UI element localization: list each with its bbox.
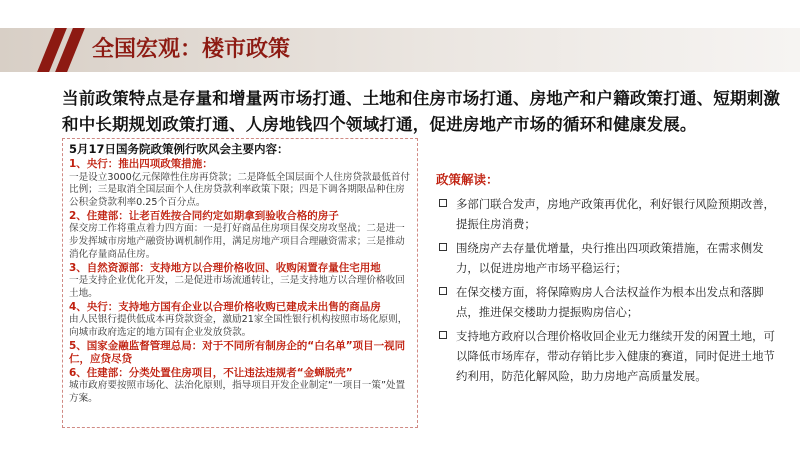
section-heading: 6、住建部：分类处置住房项目，不让违法违规者“金蝉脱壳” xyxy=(69,366,353,379)
section-body: 一是设立3000亿元保障性住房再贷款；二是降低全国层面个人住房贷款最低首付比例；三是取消全国层面个人住房贷款利率政策下限；四是下调各期限品种住房公积金贷款利率0.25个百分点。 xyxy=(69,171,411,209)
checkbox-square-icon xyxy=(439,199,447,207)
interpretation-item-text: 支持地方政府以合理价格收回企业无力继续开发的闲置土地，可以降低市场库存，带动存销比步入健康的赛道，同时促进土地节约利用，防范化解风险，助力房地产高质量发展。 xyxy=(456,329,775,383)
interpretation-item xyxy=(436,238,782,278)
section-body: 城市政府要按照市场化、法治化原则，指导项目开发企业制定“一项目一策”处置方案。 xyxy=(69,380,406,405)
section-heading: 3、自然资源部：支持地方以合理价格收回、收购闲置存量住宅用地 xyxy=(69,261,381,274)
interpretation-item-text: 围绕房产去存量优增量，央行推出四项政策措施，在需求侧发力，以促进房地产市场平稳运行； xyxy=(456,241,764,275)
interpretation-title: 政策解读： xyxy=(436,172,499,187)
section-body: 由人民银行提供低成本再贷款资金，激励21家全国性银行机构按照市场化原则，向城市政府选定的地方国有企业发放贷款。 xyxy=(69,314,408,339)
section-heading: 1、央行：推出四项政策措施： xyxy=(69,158,213,170)
checkbox-square-icon xyxy=(439,243,447,251)
policy-summary: 当前政策特点是存量和增量两市场打通、土地和住房市场打通、房地产和户籍政策打通、短期刺激和中长期规划政策打通、人房地钱四个领域打通，促进房地产市场的循环和健康发展。 xyxy=(62,89,781,134)
interpretation-item-text: 在保交楼方面，将保障购房人合法权益作为根本出发点和落脚点，推进保交楼助力提振购房信心； xyxy=(456,285,764,319)
section-body: 保交房工作将重点着力四方面：一是打好商品住房项目保交房攻坚战；二是进一步发挥城市房地产融资协调机制作用，满足房地产项目合理融资需求；三是推动消化存量商品住房。 xyxy=(69,223,405,260)
section-heading: 2、住建部：让老百姓按合同约定如期拿到验收合格的房子 xyxy=(69,209,339,222)
checkbox-square-icon xyxy=(439,287,447,295)
section-heading: 5、国家金融监督管理总局：对于不同所有制房企的“白名单”项目一视同仁，应贷尽贷 xyxy=(69,339,406,366)
checkbox-square-icon xyxy=(439,331,447,339)
interpretation-item xyxy=(436,194,782,234)
page-title-sub: 楼市政策 xyxy=(202,37,291,62)
page-title xyxy=(92,33,290,67)
page-title-main: 全国宏观： xyxy=(92,37,203,62)
policy-interpretation xyxy=(436,170,782,390)
section-body: 一是支持企业优化开发，二是促进市场流通转让，三是支持地方以合理价格收回土地。 xyxy=(69,275,405,300)
box-title: 5月17日国务院政策例行吹风会主要内容： xyxy=(69,142,289,156)
interpretation-item xyxy=(436,326,782,386)
section-heading: 4、央行：支持地方国有企业以合理价格收购已建成未出售的商品房 xyxy=(69,300,381,313)
interpretation-item-text: 多部门联合发声，房地产政策再优化，利好银行风险预期改善，提振住房消费； xyxy=(456,197,775,231)
meeting-content-box xyxy=(62,138,418,428)
interpretation-item xyxy=(436,282,782,322)
